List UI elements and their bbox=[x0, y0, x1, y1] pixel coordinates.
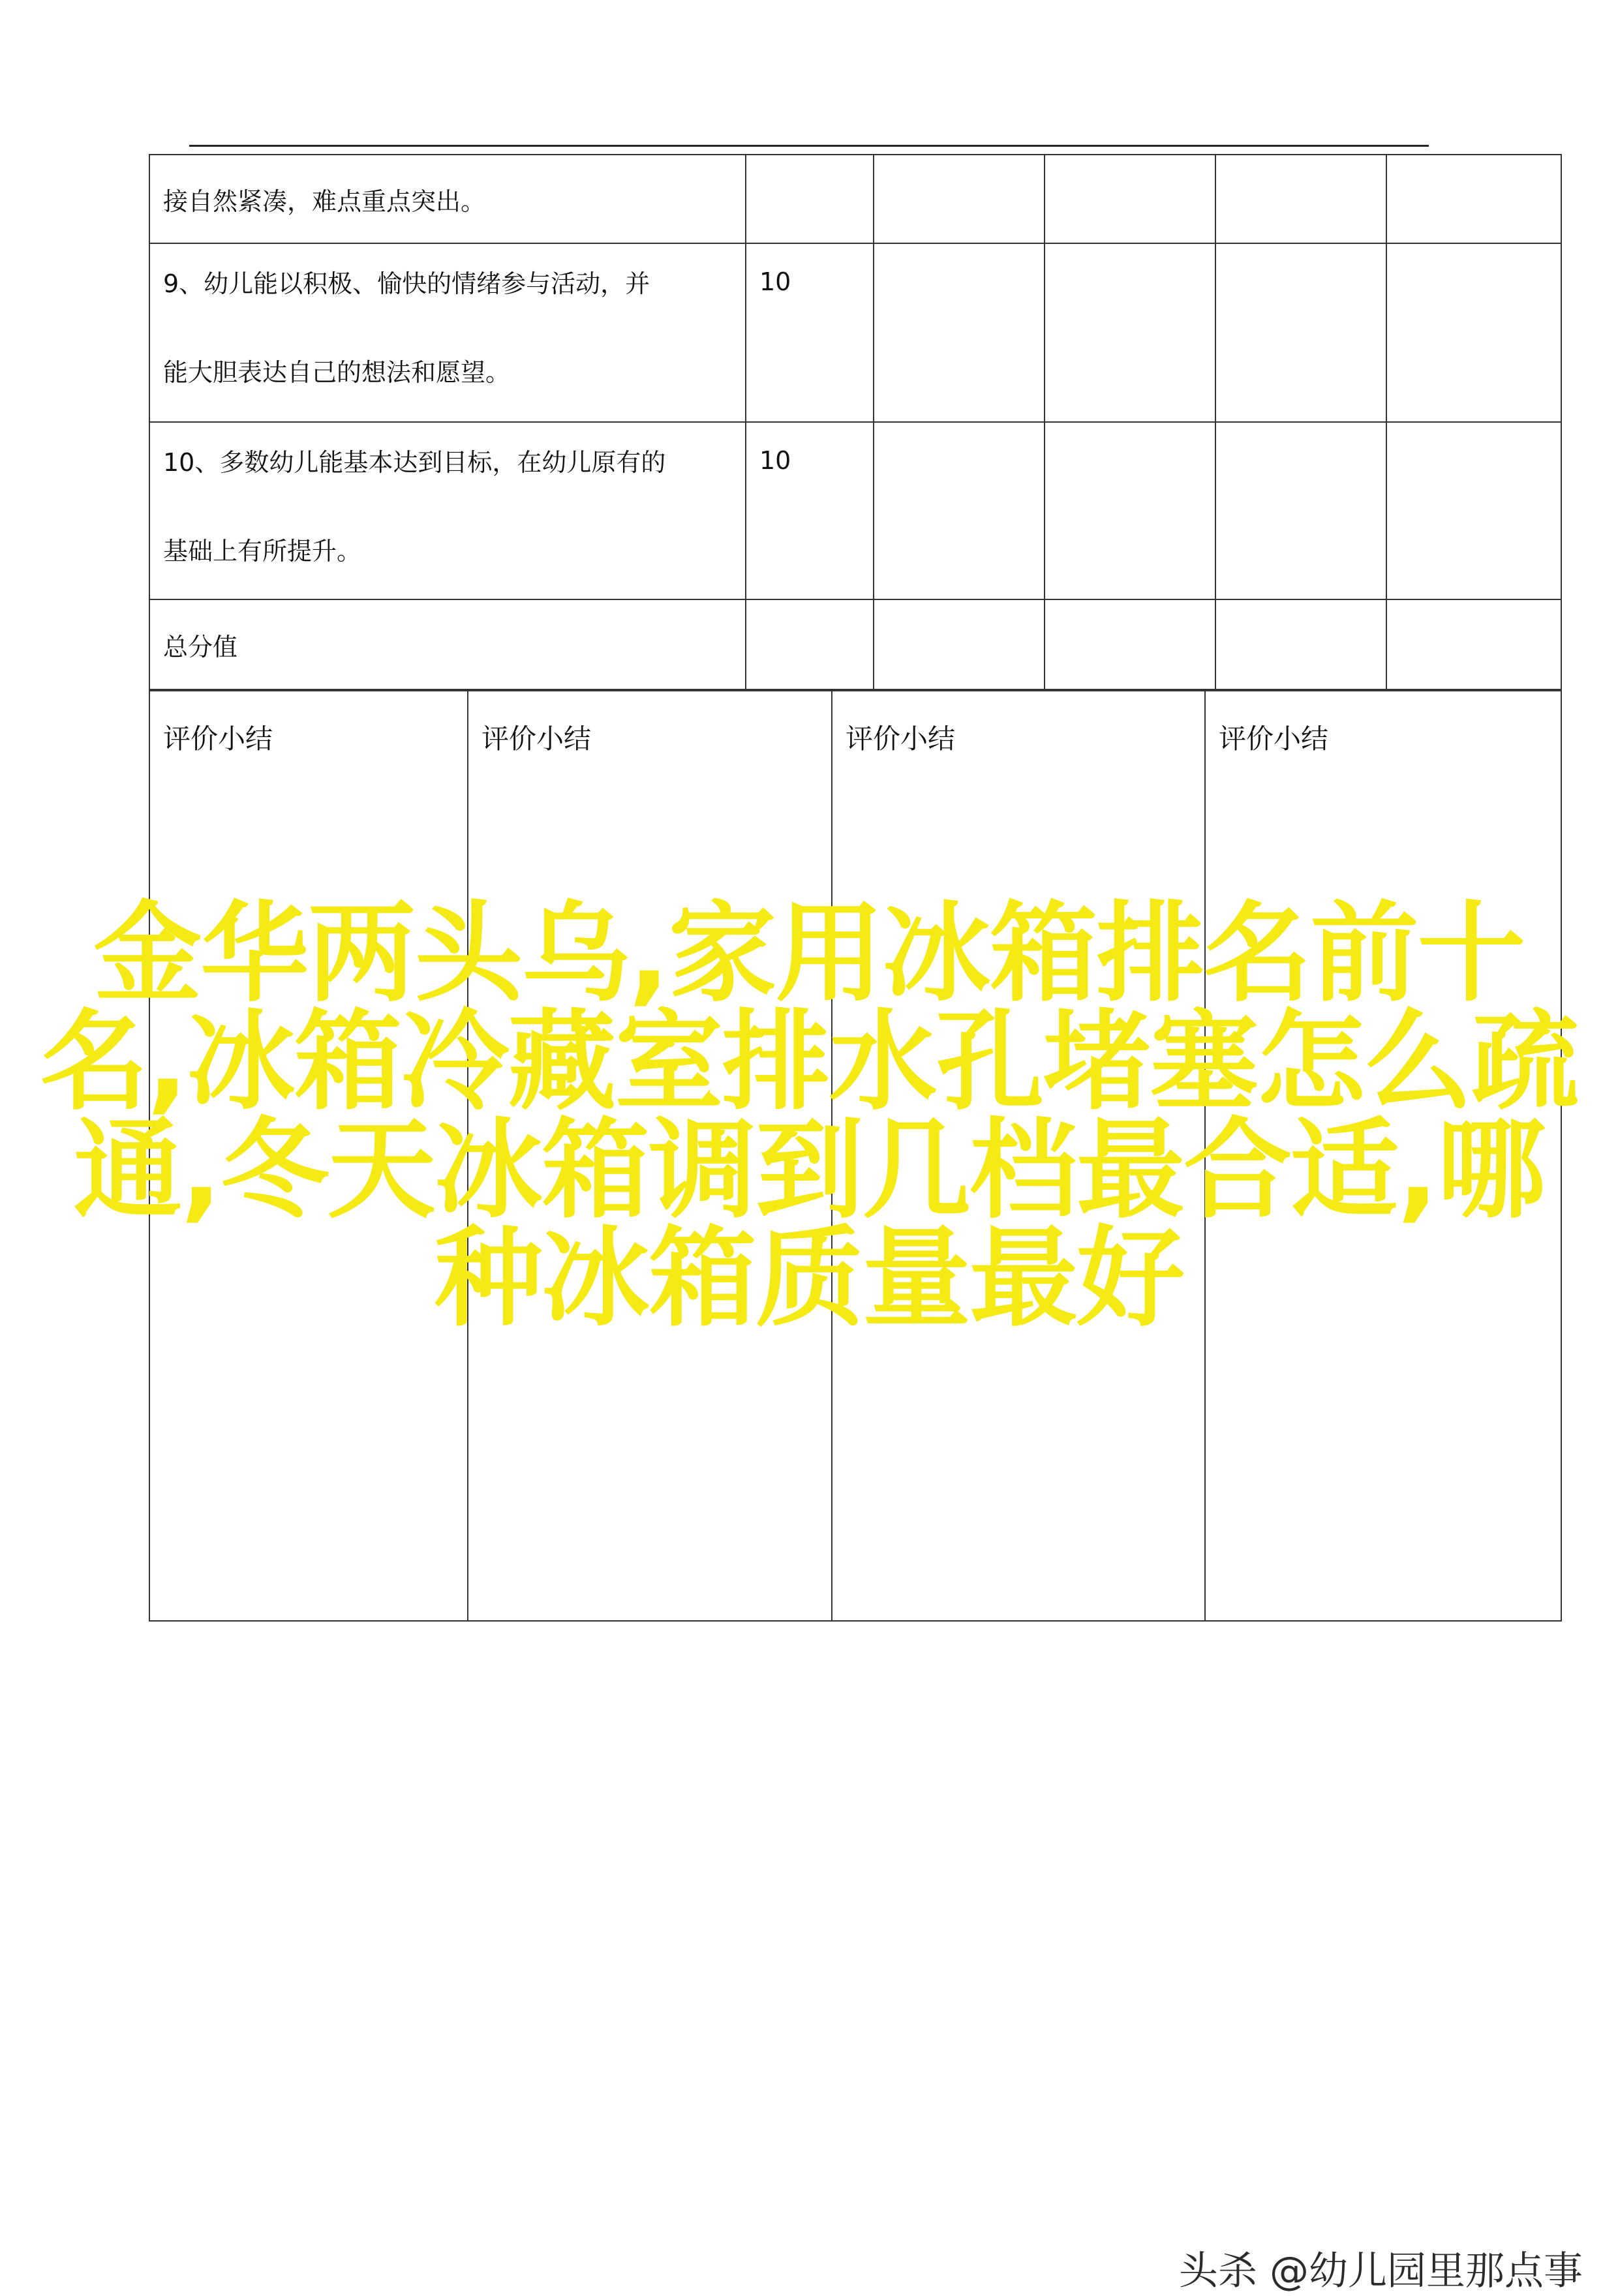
criterion-line: 10、多数幼儿能基本达到目标，在幼儿原有的 bbox=[163, 448, 666, 477]
grade-cell bbox=[1386, 243, 1561, 422]
criterion-text: 接自然紧凑，难点重点突出。 bbox=[163, 187, 486, 216]
overlay-title: 金华两头乌,家用冰箱排名前十名,冰箱冷藏室排水孔堵塞怎么疏通,冬天冰箱调到几档最合适,哪种冰箱质量最好 bbox=[40, 891, 1578, 1342]
grade-cell bbox=[1215, 155, 1386, 243]
grade-cell bbox=[1386, 599, 1561, 689]
grade-cell bbox=[874, 599, 1045, 689]
grade-cell bbox=[1386, 422, 1561, 599]
table-row bbox=[149, 422, 1561, 599]
score-cell bbox=[746, 155, 874, 243]
grade-cell bbox=[1045, 599, 1215, 689]
criterion-cell bbox=[149, 599, 746, 689]
criterion-cell bbox=[149, 243, 746, 422]
score-value: 10 bbox=[759, 446, 791, 475]
summary-label: 评价小结 bbox=[1219, 723, 1329, 755]
summary-label: 评价小结 bbox=[481, 723, 592, 755]
criterion-cell bbox=[149, 155, 746, 243]
rubric-table bbox=[149, 154, 1562, 690]
criterion-line: 9、幼儿能以积极、愉快的情绪参与活动，并 bbox=[163, 269, 650, 298]
table-row bbox=[149, 599, 1561, 689]
grade-cell bbox=[1215, 599, 1386, 689]
grade-cell bbox=[1215, 422, 1386, 599]
criterion-cell bbox=[149, 422, 746, 599]
score-cell bbox=[746, 243, 874, 422]
grade-cell bbox=[874, 243, 1045, 422]
score-value: 10 bbox=[759, 267, 791, 296]
grade-cell bbox=[1045, 243, 1215, 422]
grade-cell bbox=[1045, 422, 1215, 599]
grade-cell bbox=[874, 422, 1045, 599]
grade-cell bbox=[1045, 155, 1215, 243]
grade-cell bbox=[874, 155, 1045, 243]
summary-label: 评价小结 bbox=[846, 723, 956, 755]
criterion-line: 基础上有所提升。 bbox=[163, 537, 362, 566]
score-cell bbox=[746, 422, 874, 599]
watermark: 头杀 @幼儿园里那点事 bbox=[1178, 2248, 1583, 2294]
table-row bbox=[149, 155, 1561, 243]
top-rule bbox=[189, 145, 1429, 147]
table-row bbox=[149, 243, 1561, 422]
total-label: 总分值 bbox=[163, 632, 238, 661]
grade-cell bbox=[1215, 243, 1386, 422]
score-cell bbox=[746, 599, 874, 689]
summary-label: 评价小结 bbox=[163, 723, 273, 755]
grade-cell bbox=[1386, 155, 1561, 243]
criterion-line: 能大胆表达自己的想法和愿望。 bbox=[163, 358, 511, 387]
